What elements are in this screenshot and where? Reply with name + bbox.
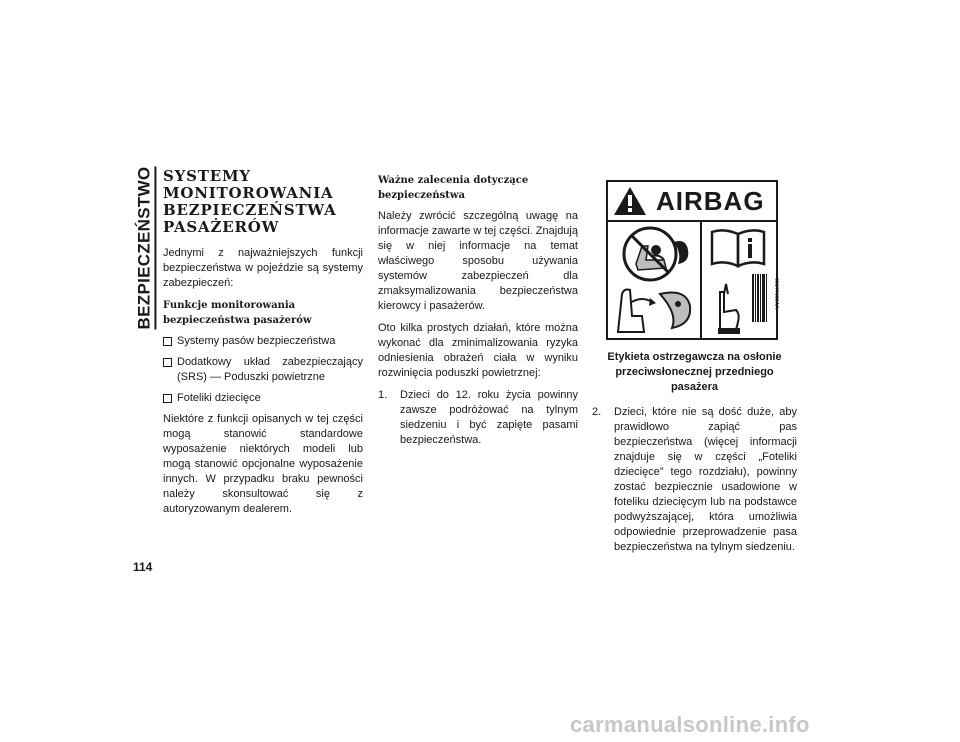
airbag-warning-label	[606, 180, 778, 340]
warning-triangle-icon	[612, 185, 648, 217]
section-title-line: PASAŻERÓW	[163, 218, 280, 236]
paragraph-2: Oto kilka prostych działań, które można wykonać dla zminimalizowania ryzyka odniesienia obrażeń ciała w wyniku rozwinięcia poduszki powietrznej:	[378, 322, 578, 379]
item-number: 1.	[378, 389, 388, 401]
page-number: 114	[133, 560, 153, 574]
airbag-label-text: AIRBAG	[656, 185, 765, 216]
item-text: Dzieci do 12. roku życia powinny zawsze podróżować na tylnym siedzeniu i być zapięte pasami bezpieczeństwa.	[400, 389, 578, 446]
paragraph-1: Należy zwrócić szczególną uwagę na informacje zawarte w tej części. Znajdują się w niej informacje na temat właściwego sposobu używania systemów zabezpieczeń dla zmaksymalizowania bezpieczeństwa kierowcy i pasażerów.	[378, 210, 578, 312]
item-text: Dzieci, które nie są dość duże, aby prawidłowo zapiąć pas bezpieczeństwa (więcej informacji znajduje się w części „Foteliki dziecięce” tego rozdziału), powinny zostać bezpiecznie usadowione w foteliku dziecięcym lub na podstawce podwyższającej, która umożliwia odpowiednie przeprowadzenie pasa bezpieczeństwa na tylnym siedzeniu.	[614, 406, 797, 553]
list-item-text: Foteliki dziecięce	[177, 392, 261, 404]
section-title	[163, 168, 363, 236]
barcode-hand-icon	[706, 272, 772, 336]
column-3	[592, 180, 797, 561]
subheading-functions: Funkcje monitorowania bezpieczeństwa pasażerów	[163, 300, 312, 326]
checkbox-square-icon	[163, 337, 172, 346]
list-item	[163, 334, 363, 349]
list-item-text: Dodatkowy układ zabezpieczający (SRS) — Poduszki powietrzne	[177, 356, 363, 383]
column-1	[163, 168, 363, 524]
airbag-label-header	[608, 182, 776, 222]
section-title-line: BEZPIECZEŃSTWA	[163, 201, 337, 219]
numbered-list	[592, 405, 797, 555]
feature-list	[163, 334, 363, 406]
section-title-line: SYSTEMY	[163, 167, 251, 185]
checkbox-square-icon	[163, 358, 172, 367]
section-title-line: MONITOROWANIA	[163, 184, 334, 202]
item-number: 2.	[592, 406, 602, 418]
no-rear-facing-child-seat-icon	[612, 224, 696, 284]
side-tab	[133, 168, 157, 328]
label-part-code: 68177660AA	[773, 278, 779, 309]
figure-caption: Etykieta ostrzegawcza na osłonie przeciwsłonecznej przedniego pasażera	[607, 351, 782, 393]
closing-paragraph: Niektóre z funkcji opisanych w tej części mogą stanowić standardowe wyposażenie niektórych modeli lub mogą stanowić opcjonalne wyposażenie innych. W przypadku braku pewności należy skonsultować się z autoryzowanym dealerem.	[163, 413, 363, 515]
numbered-item	[592, 405, 797, 555]
numbered-item	[378, 388, 578, 448]
checkbox-square-icon	[163, 394, 172, 403]
list-item	[163, 391, 363, 406]
watermark: carmanualsonline.info	[570, 712, 810, 737]
label-divider	[700, 220, 702, 338]
read-manual-book-icon	[706, 224, 772, 270]
list-item-text: Systemy pasów bezpieczeństwa	[177, 335, 336, 347]
list-item	[163, 355, 363, 385]
numbered-list	[378, 388, 578, 448]
airbag-deploy-icon	[612, 286, 696, 336]
column-2	[378, 173, 578, 454]
intro-paragraph: Jednymi z najważniejszych funkcji bezpieczeństwa w pojeździe są systemy zabezpieczeń:	[163, 247, 363, 289]
subheading-safety: Ważne zalecenia dotyczące bezpieczeństwa	[378, 175, 529, 201]
side-tab-label: BEZPIECZEŃSTWO	[134, 167, 156, 330]
